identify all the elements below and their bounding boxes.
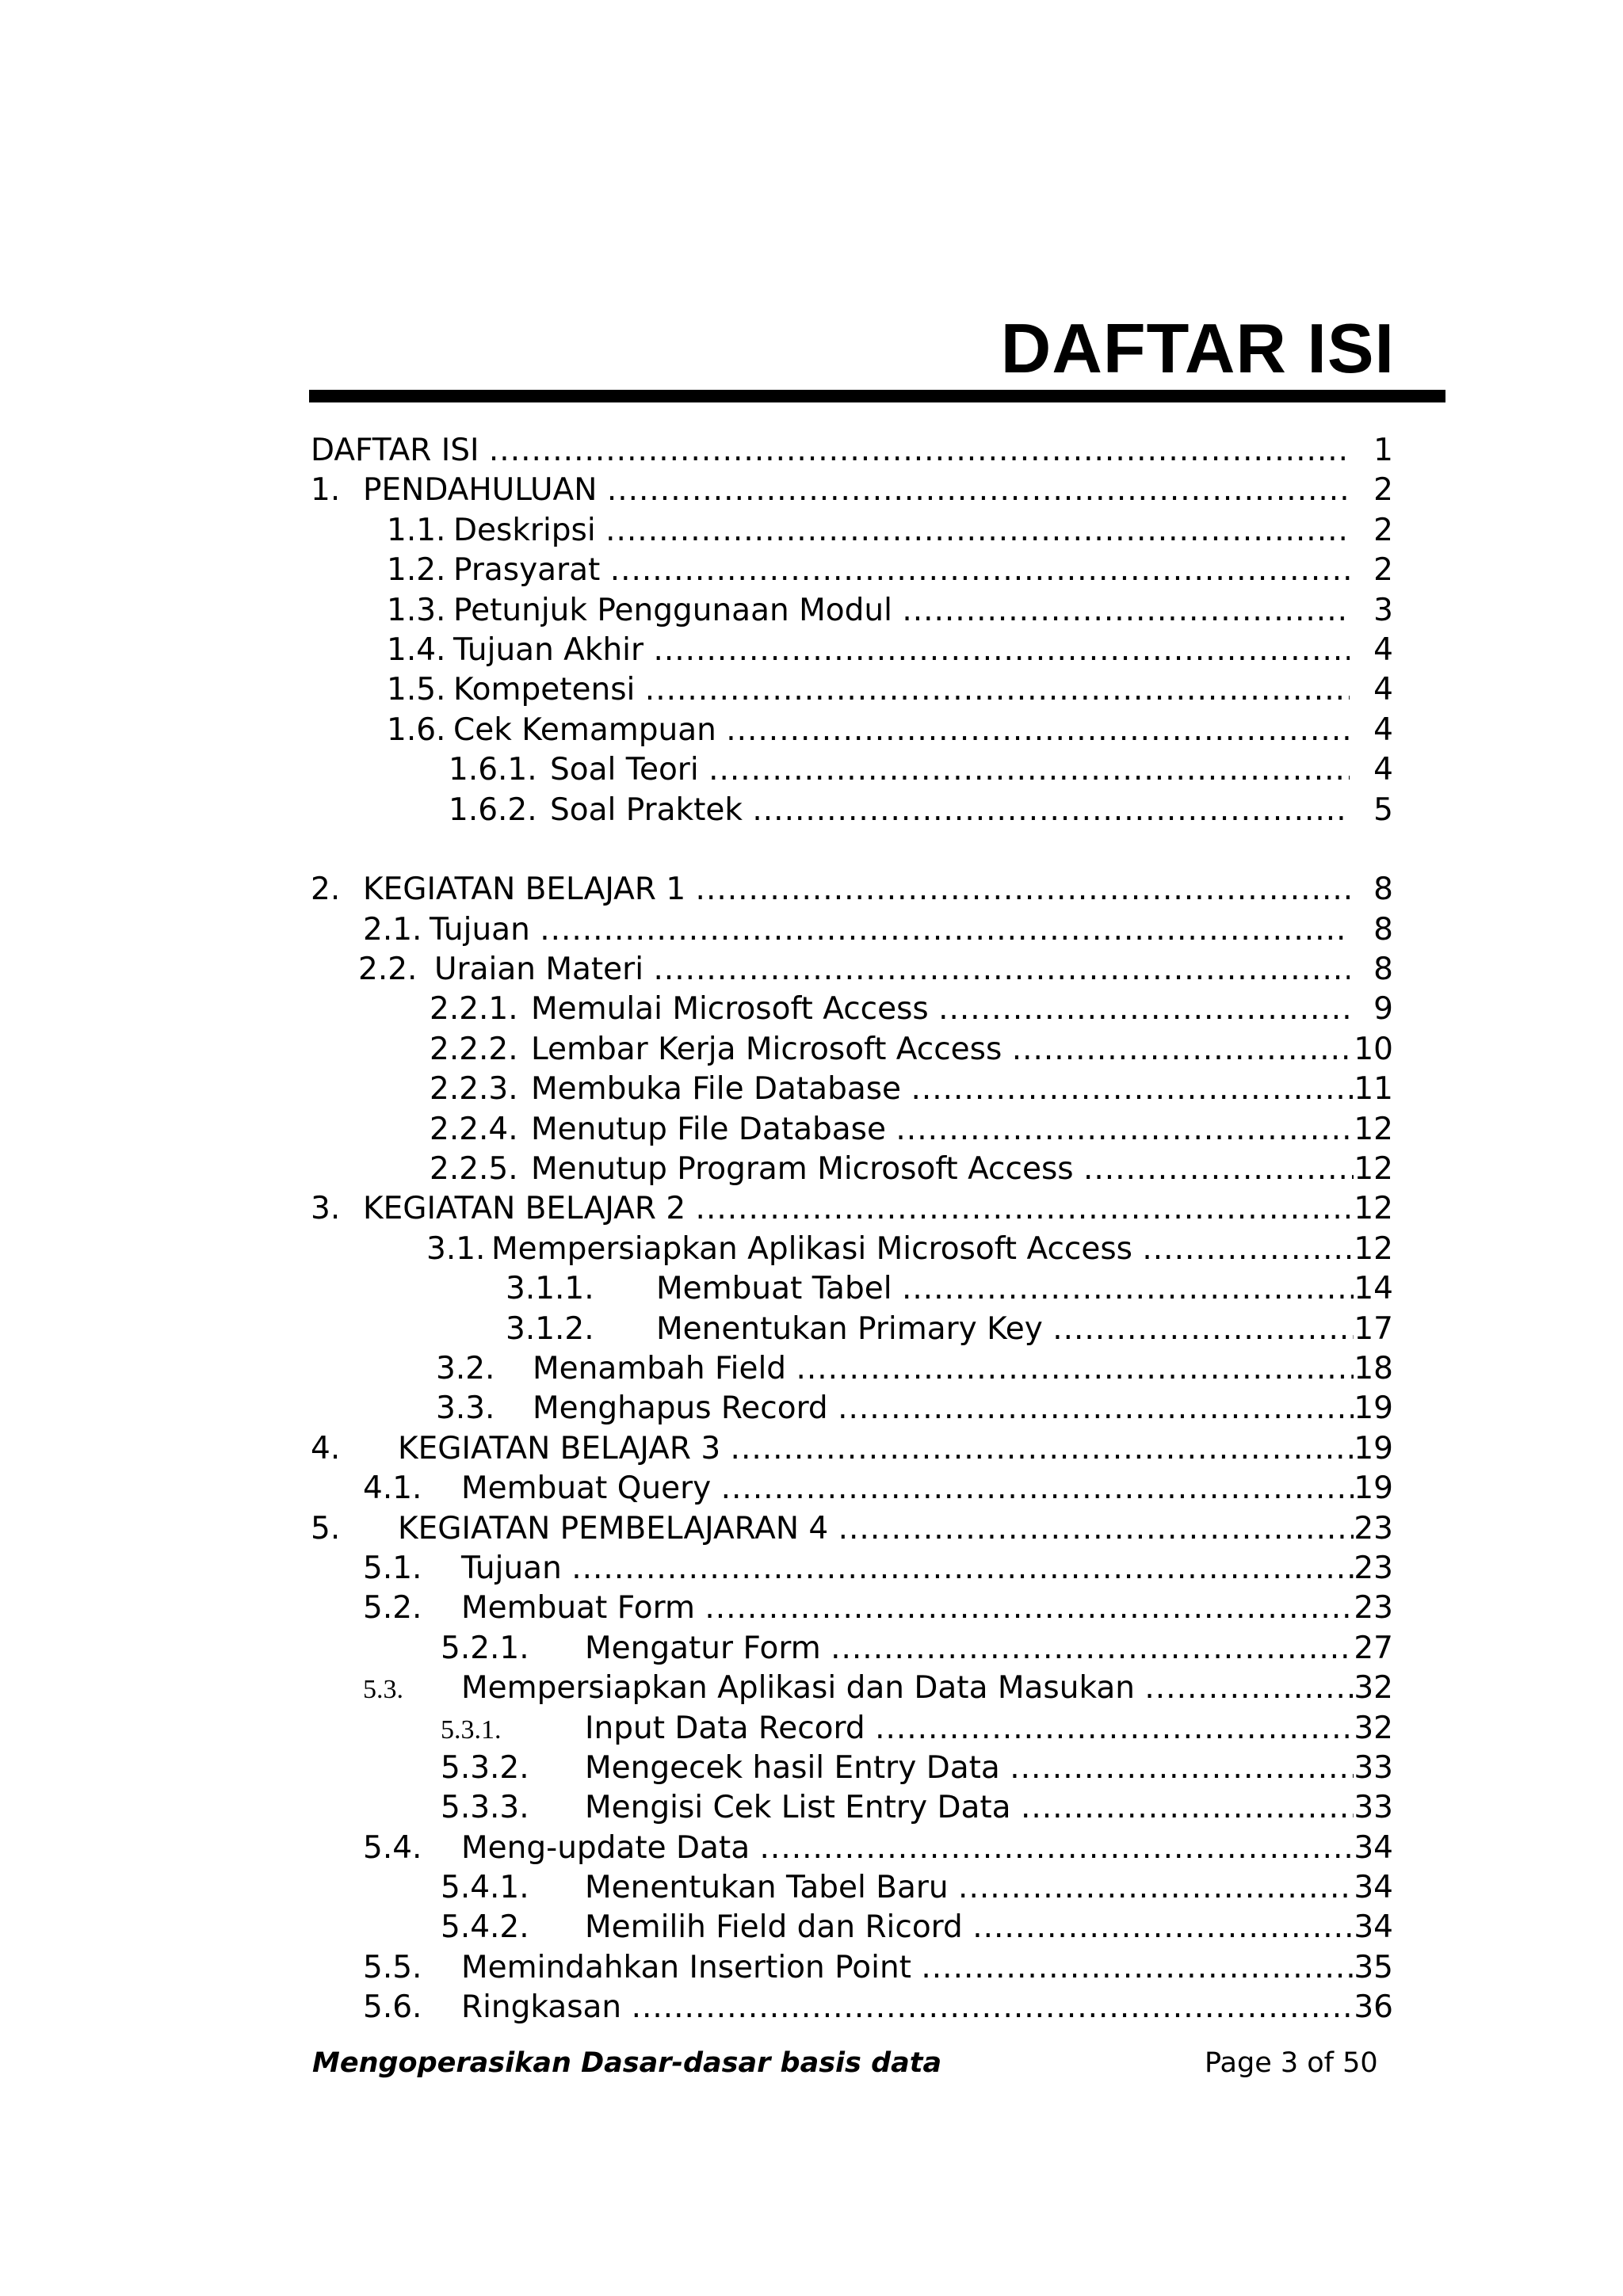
toc-number: 5.4. — [363, 1829, 422, 1866]
toc-page-number: 23 — [1354, 1549, 1393, 1589]
toc-entry — [311, 1709, 1393, 1749]
toc-label: Memilih Field dan Ricord — [585, 1909, 963, 1946]
toc-number: 5.6. — [363, 1989, 422, 2026]
toc-number: 5.1. — [363, 1550, 422, 1586]
toc-label: Kompetensi — [453, 672, 645, 708]
toc-entry — [311, 870, 1393, 910]
toc-page-number: 8 — [1373, 870, 1393, 910]
toc-page-number: 10 — [1354, 1030, 1393, 1070]
title-rule — [309, 390, 1445, 402]
toc-page-number: 32 — [1354, 1709, 1393, 1749]
toc-label: Mempersiapkan Aplikasi Microsoft Access — [491, 1230, 1132, 1267]
toc-number: 3.1.2. — [506, 1310, 594, 1347]
toc-number: 5.3.2. — [441, 1749, 529, 1786]
toc-number: 5.3.3. — [441, 1790, 529, 1826]
toc-number: 5.2. — [363, 1590, 422, 1627]
toc-page-number: 34 — [1354, 1868, 1393, 1908]
toc-label: Ringkasan — [461, 1989, 622, 2026]
toc-number: 2. — [311, 871, 341, 908]
toc-page-number: 4 — [1373, 631, 1393, 670]
toc-page-number: 17 — [1354, 1310, 1393, 1349]
toc-label: KEGIATAN BELAJAR 2 — [363, 1191, 686, 1227]
toc-page-number: 35 — [1354, 1948, 1393, 1988]
page-title: DAFTAR ISI — [1000, 309, 1395, 387]
toc-page-number: 5 — [1373, 791, 1393, 830]
toc-number: 3.1.1. — [506, 1271, 594, 1307]
toc-number: 4. — [311, 1430, 341, 1466]
toc-label: Menentukan Primary Key — [656, 1310, 1043, 1347]
toc-entry — [311, 910, 1393, 950]
toc-label: Soal Teori — [550, 752, 709, 788]
toc-page-number: 19 — [1354, 1469, 1393, 1508]
toc-label: Memindahkan Insertion Point — [461, 1949, 922, 1985]
toc-label: Mengisi Cek List Entry Data — [585, 1790, 1011, 1826]
toc-label: KEGIATAN PEMBELAJARAN 4 — [398, 1510, 829, 1547]
toc-label: Lembar Kerja Microsoft Access — [531, 1031, 1012, 1067]
toc-number: 5.4.1. — [441, 1870, 529, 1906]
toc-page-number: 19 — [1354, 1429, 1393, 1469]
toc-entry — [311, 791, 1393, 830]
toc-entry — [311, 750, 1393, 790]
toc-label: Input Data Record — [585, 1710, 865, 1746]
toc-entry — [311, 950, 1393, 990]
toc-number: 1.6.2. — [449, 791, 537, 828]
toc-label: Membuat Query — [461, 1470, 712, 1507]
toc-page-number: 34 — [1354, 1908, 1393, 1947]
toc-entry — [311, 1589, 1393, 1628]
toc-number: 2.2.1. — [430, 991, 518, 1028]
toc-number: 3.3. — [436, 1390, 495, 1427]
toc-label: Deskripsi — [453, 512, 606, 548]
toc-number: 4.1. — [363, 1470, 422, 1507]
toc-entry — [311, 1749, 1393, 1788]
toc-number: 2.2. — [358, 952, 418, 988]
toc-label: Prasyarat — [453, 552, 610, 589]
toc-page-number: 12 — [1354, 1150, 1393, 1189]
toc-label: Uraian Materi — [434, 952, 654, 988]
toc-page-number: 8 — [1373, 910, 1393, 950]
toc-label: PENDAHULUAN — [363, 472, 607, 509]
toc-entry — [311, 1349, 1393, 1389]
toc-number: 3.2. — [436, 1350, 495, 1386]
toc-entry — [311, 1868, 1393, 1908]
toc-page-number: 34 — [1354, 1829, 1393, 1868]
toc-page-number: 1 — [1373, 431, 1393, 471]
toc-page-number: 2 — [1373, 511, 1393, 551]
toc-page-number: 2 — [1373, 551, 1393, 590]
toc-entry — [311, 431, 1393, 471]
toc-entry — [311, 1669, 1393, 1708]
toc-page-number: 3 — [1373, 591, 1393, 631]
toc-number: 5.3.1. — [441, 1714, 502, 1745]
toc-entry — [311, 1310, 1393, 1349]
toc-entry — [311, 670, 1393, 710]
toc-number: 1.4. — [387, 631, 446, 668]
toc-number: 5.3. — [363, 1675, 403, 1705]
toc-page-number: 8 — [1373, 950, 1393, 990]
toc-number: 1.1. — [387, 512, 446, 548]
toc-entry — [311, 990, 1393, 1029]
toc-label: Cek Kemampuan — [453, 711, 727, 748]
toc-number: 1.2. — [387, 552, 446, 589]
toc-entry — [311, 1269, 1393, 1309]
toc-label: KEGIATAN BELAJAR 1 — [363, 871, 696, 908]
toc-number: 5.2.1. — [441, 1630, 529, 1666]
toc-label: DAFTAR ISI — [311, 433, 489, 468]
toc-number: 3. — [311, 1191, 341, 1227]
toc-number: 1.5. — [387, 672, 446, 708]
toc-entry — [311, 1230, 1393, 1269]
toc-page-number: 23 — [1354, 1589, 1393, 1628]
toc-number: 2.2.4. — [430, 1111, 518, 1147]
toc-entry — [311, 1509, 1393, 1549]
toc-entry — [311, 1908, 1393, 1947]
toc-page-number: 27 — [1354, 1629, 1393, 1669]
toc-entry — [311, 1829, 1393, 1868]
toc-page-number: 14 — [1354, 1269, 1393, 1309]
toc-page-number: 4 — [1373, 670, 1393, 710]
toc-entry — [311, 1629, 1393, 1669]
toc-page-number: 12 — [1354, 1110, 1393, 1150]
toc-entry — [311, 1948, 1393, 1988]
toc-entry — [311, 511, 1393, 551]
toc-page-number: 2 — [1373, 471, 1393, 510]
toc-page-number: 18 — [1354, 1349, 1393, 1389]
toc-label: Tujuan — [430, 911, 540, 948]
toc-label: Soal Praktek — [550, 791, 753, 828]
toc-number: 5.4.2. — [441, 1909, 529, 1946]
toc-page-number: 9 — [1373, 990, 1393, 1029]
toc-label: Menutup Program Microsoft Access — [531, 1151, 1074, 1188]
toc-label: KEGIATAN BELAJAR 3 — [398, 1430, 721, 1466]
toc-entry — [311, 631, 1393, 670]
toc-page-number: 32 — [1354, 1669, 1393, 1708]
toc-number: 3.1. — [426, 1230, 486, 1267]
toc-number: 2.1. — [363, 911, 422, 948]
toc-page-number: 23 — [1354, 1509, 1393, 1549]
toc-label: Tujuan — [461, 1550, 562, 1586]
toc-page-number: 19 — [1354, 1389, 1393, 1428]
toc-entry — [311, 1788, 1393, 1828]
toc-page-number: 33 — [1354, 1788, 1393, 1828]
toc-label: Menghapus Record — [533, 1390, 828, 1427]
toc-entry — [311, 1030, 1393, 1070]
toc-entry — [311, 1429, 1393, 1469]
toc-number: 2.2.5. — [430, 1151, 518, 1188]
toc-number: 1.6. — [387, 711, 446, 748]
toc-label: Menentukan Tabel Baru — [585, 1870, 959, 1906]
toc-number: 2.2.2. — [430, 1031, 518, 1067]
toc-page-number: 12 — [1354, 1230, 1393, 1269]
toc-entry — [311, 1110, 1393, 1150]
toc-entry — [311, 1549, 1393, 1589]
toc-label: Petunjuk Penggunaan Modul — [453, 592, 903, 628]
toc-label: Membuka File Database — [531, 1071, 902, 1108]
toc-number: 5. — [311, 1510, 341, 1547]
footer-page-indicator: Page 3 of 50 — [1205, 2047, 1378, 2079]
toc-entry — [311, 1070, 1393, 1109]
toc-number: 5.5. — [363, 1949, 422, 1985]
table-of-contents — [311, 431, 1393, 2028]
toc-page-number: 11 — [1354, 1070, 1393, 1109]
toc-entry — [311, 591, 1393, 631]
toc-entry — [311, 471, 1393, 510]
toc-label: Membuat Tabel — [656, 1271, 892, 1307]
footer-document-title: Mengoperasikan Dasar-dasar basis data — [312, 2047, 942, 2079]
toc-number: 1.6.1. — [449, 752, 537, 788]
toc-page-number: 4 — [1373, 711, 1393, 750]
toc-number: 1.3. — [387, 592, 446, 628]
toc-label: Mengecek hasil Entry Data — [585, 1749, 1010, 1786]
toc-entry — [311, 1389, 1393, 1428]
toc-label: Tujuan Akhir — [453, 631, 644, 668]
toc-label: Menutup File Database — [531, 1111, 886, 1147]
toc-entry — [311, 551, 1393, 590]
toc-number: 2.2.3. — [430, 1071, 518, 1108]
toc-page-number: 12 — [1354, 1189, 1393, 1229]
toc-label: Membuat Form — [461, 1590, 695, 1627]
toc-label: Mempersiapkan Aplikasi dan Data Masukan — [461, 1670, 1135, 1707]
toc-page-number: 33 — [1354, 1749, 1393, 1788]
toc-label: Menambah Field — [533, 1350, 787, 1386]
toc-entry — [311, 1988, 1393, 2027]
toc-number: 1. — [311, 472, 341, 509]
toc-label: Mengatur Form — [585, 1630, 821, 1666]
toc-label: Memulai Microsoft Access — [531, 991, 939, 1028]
toc-label: Meng-update Data — [461, 1829, 750, 1866]
toc-page-number: 4 — [1373, 750, 1393, 790]
toc-entry — [311, 711, 1393, 750]
toc-entry — [311, 1150, 1393, 1189]
toc-entry — [311, 1189, 1393, 1229]
toc-entry — [311, 1469, 1393, 1508]
toc-page-number: 36 — [1354, 1988, 1393, 2027]
